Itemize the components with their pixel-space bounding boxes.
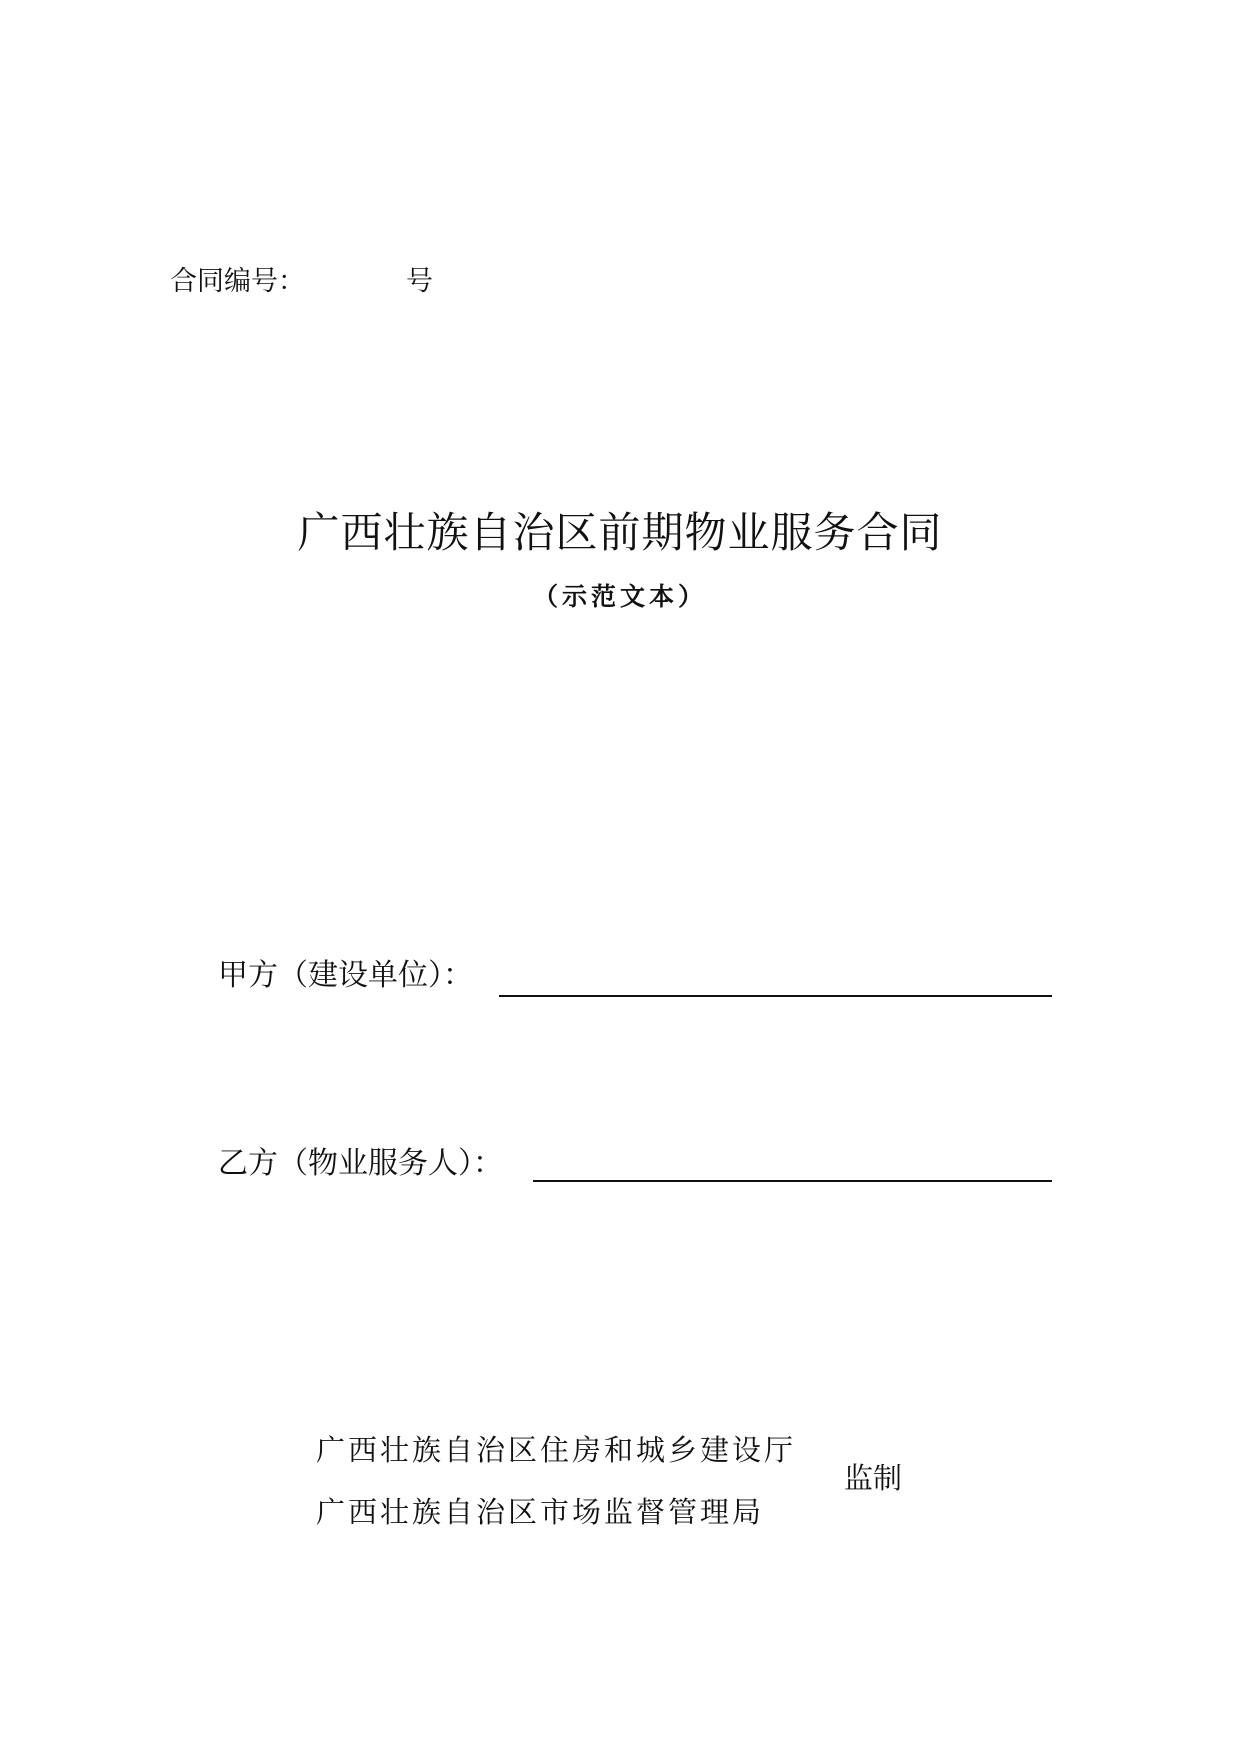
document-subtitle: （示范文本） bbox=[532, 582, 707, 611]
contract-number-label: 合同编号： bbox=[170, 266, 305, 297]
party-b-label: 乙方（物业服务人）： bbox=[218, 1146, 503, 1181]
party-a-label: 甲方（建设单位）： bbox=[218, 958, 473, 993]
party-a-blank-line bbox=[499, 995, 1052, 997]
issuer-market-regulation-bureau: 广西壮族自治区市场监督管理局 bbox=[316, 1495, 765, 1529]
contract-number-line bbox=[170, 262, 433, 302]
issuer-housing-department: 广西壮族自治区住房和城乡建设厅 bbox=[316, 1433, 797, 1467]
document-title: 广西壮族自治区前期物业服务合同 bbox=[297, 508, 943, 557]
contract-number-suffix: 号 bbox=[406, 266, 433, 297]
supervised-label: 监制 bbox=[844, 1461, 903, 1495]
party-b-blank-line bbox=[533, 1180, 1052, 1182]
